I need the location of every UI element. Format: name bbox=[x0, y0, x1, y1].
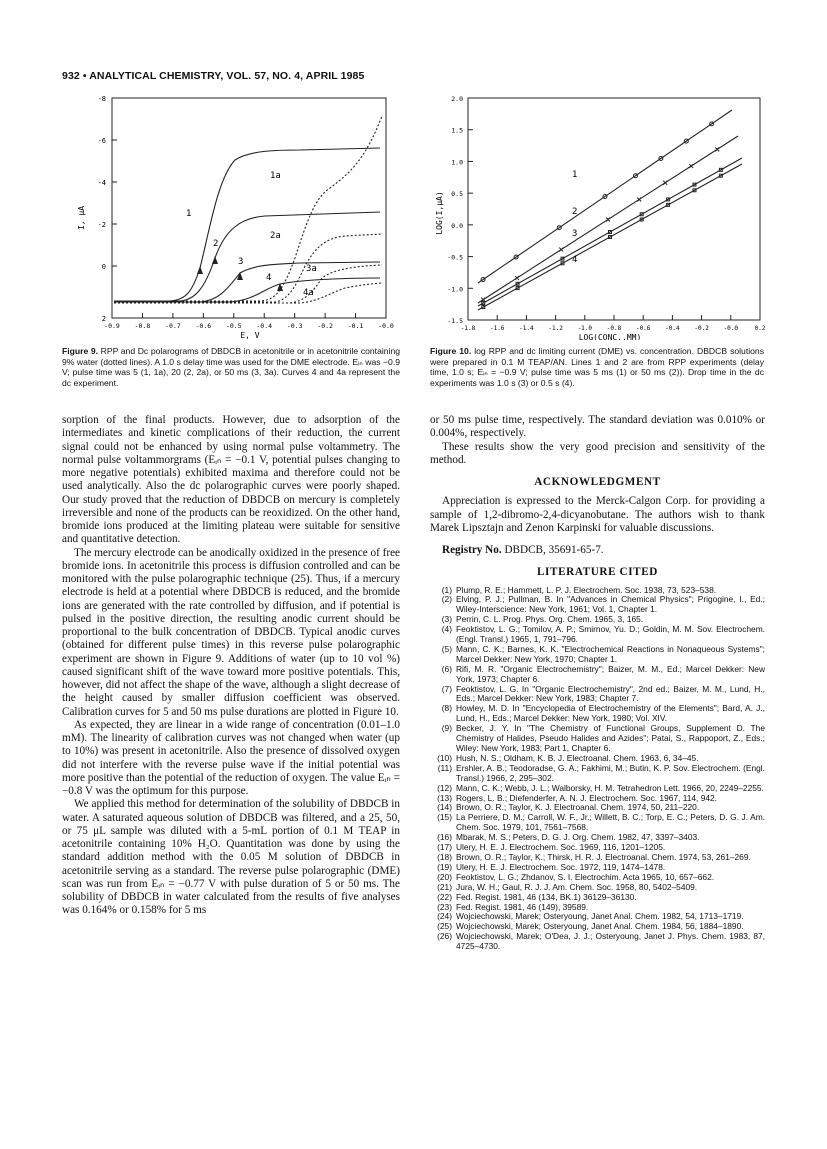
fig10-ylabel: LOG(I,μA) bbox=[435, 191, 444, 235]
x-tick-label: -1.8 bbox=[460, 325, 476, 332]
y-tick-label: 2.0 bbox=[451, 95, 463, 103]
paragraph: We applied this method for determination of the solubility of DBDCB in water. A saturated aqueous solution of DBDCB was filtered, and a 25, 50, or 75 μL sample was diluted with a 5-mL portion of 0.1 M TEAP in acetonitrile containing 10% H₂O. Quantitation was done by using the standard addition method with the 0.05 M solution of DBDCB in acetonitrile serving as a standard. The reverse pulse polarographic (DME) scan was run from Eᵢₙ = −0.77 V with pulse duration of 5 or 50 ms. The solubility of DBDCB in water calculated from the results of five analyses was 0.164% or 0.158% for 5 ms bbox=[62, 798, 400, 917]
label-2: 2 bbox=[572, 207, 578, 217]
x-tick-label: -0.2 bbox=[694, 325, 709, 332]
caption-lead: Figure 9. bbox=[62, 346, 99, 356]
reference-text: Mbarak, M. S.; Peters, D. G. J. Org. Chem. 1982, 47, 3397–3403. bbox=[456, 832, 700, 843]
running-header: 932 • ANALYTICAL CHEMISTRY, VOL. 57, NO. 4, APRIL 1985 bbox=[62, 70, 365, 82]
x-tick-label: -0.4 bbox=[256, 322, 273, 330]
label-4: 4 bbox=[572, 255, 578, 265]
line-3 bbox=[478, 158, 742, 306]
x-tick-label: -0.6 bbox=[195, 322, 212, 330]
reference-number: (23) bbox=[437, 901, 452, 912]
label-3a: 3a bbox=[306, 264, 317, 274]
reference-item bbox=[430, 665, 765, 685]
reference-number: (10) bbox=[437, 752, 452, 763]
data-point bbox=[689, 164, 693, 168]
reference-number: (3) bbox=[441, 614, 452, 625]
fig9-xlabel: E, V bbox=[240, 331, 260, 340]
reference-number: (18) bbox=[437, 851, 452, 862]
data-point bbox=[715, 147, 719, 151]
reference-number: (5) bbox=[441, 643, 452, 654]
label-3: 3 bbox=[572, 229, 578, 239]
reference-text: Wojciechowski, Marek; O'Dea, J. J.; Osteryoung, Janet J. Phys. Chem. 1983, 87, 4725–4730. bbox=[456, 931, 765, 952]
reference-number: (21) bbox=[437, 881, 452, 892]
x-tick-label: -0.9 bbox=[104, 322, 120, 330]
fig9-ylabel: I, μA bbox=[77, 205, 86, 231]
reference-list bbox=[430, 586, 765, 953]
reference-number: (1) bbox=[441, 584, 452, 595]
registry-line bbox=[430, 544, 765, 557]
reference-item bbox=[430, 813, 765, 833]
reference-item bbox=[430, 932, 765, 952]
x-tick-label: -0.0 bbox=[378, 322, 394, 330]
fig9-curve-labels bbox=[186, 171, 317, 298]
x-tick-label: -1.6 bbox=[489, 325, 505, 332]
figure-10-plot bbox=[420, 88, 765, 340]
data-point bbox=[637, 197, 641, 201]
arrow-marker bbox=[197, 266, 203, 274]
caption-text: RPP and Dc polarograms of DBDCB in acetonitrile or in acetonitrile containing 9% water (dotted lines). A 1.0 s delay time was used for the DME electrode. Eᵢₙ was −0.9 V; pulse time was 5 (1, 1a), 20 (2, 2a), or 50 ms (3, 3a). Curves 4 and 4a represent the dc experiment. bbox=[62, 346, 400, 388]
label-2a: 2a bbox=[270, 231, 281, 241]
y-tick-label: -1.0 bbox=[447, 285, 463, 294]
caption-lead: Figure 10. bbox=[430, 346, 472, 356]
curve-3a bbox=[114, 265, 382, 303]
y-tick-label: 0.0 bbox=[451, 221, 463, 230]
reference-number: (17) bbox=[437, 842, 452, 853]
reference-number: (9) bbox=[441, 723, 452, 734]
reference-text: Becker, J. Y. In "The Chemistry of Functional Groups, Supplement D. The Chemistry of Halides, Pseudo Halides and Azides"; Patai, S., Rappoport, Z., Eds.; Wiley: New York, 1983; Part 1, Chapter 6. bbox=[456, 723, 765, 753]
label-1: 1 bbox=[186, 209, 192, 219]
x-tick-label: 0.2 bbox=[754, 325, 765, 332]
curve-4a bbox=[114, 283, 382, 303]
x-tick-label: -1.4 bbox=[519, 325, 534, 332]
fig10-points bbox=[481, 122, 722, 309]
figure-10-caption bbox=[430, 346, 764, 388]
x-tick-label: -0.8 bbox=[606, 325, 622, 332]
reference-text: Wojciechowski, Marek; Osteryoung, Janet Anal. Chem. 1982, 54, 1713–1719. bbox=[456, 911, 744, 922]
reference-text: Feoktistov, L. G.; Tomilov, A. P.; Smirnov, Yu. D.; Goldin, M. M. Sov. Electrochem. (Engl. Transl.) 1965, 1, 791–796. bbox=[456, 624, 765, 645]
reference-text: Wojciechowski, Marek; Osteryoung, Janet Anal. Chem. 1984, 56, 1884–1890. bbox=[456, 921, 744, 932]
literature-heading: LITERATURE CITED bbox=[537, 566, 658, 579]
registry-text: DBDCB, 35691-65-7. bbox=[504, 544, 604, 556]
reference-text: Ulery, H. E. J. Electrochem. Soc. 1969, 116, 1201–1205. bbox=[456, 842, 666, 853]
y-tick-label: 0 bbox=[101, 263, 106, 271]
fig9-frame bbox=[112, 98, 386, 318]
acknowledgment-heading: ACKNOWLEDGMENT bbox=[534, 476, 661, 488]
acknowledgment-text: Appreciation is expressed to the Merck-Calgon Corp. for providing a sample of 1,2-dibromo-2,4-dicyanobutane. The authors wish to thank Marek Lipsztajn and Zenon Karpinski for valuable discussions. bbox=[430, 495, 765, 534]
reference-number: (13) bbox=[437, 792, 452, 803]
reference-number: (16) bbox=[437, 832, 452, 843]
reference-text: Ulery, H. E. J. Electrochem. Soc. 1972, 119, 1474–1478. bbox=[456, 861, 666, 872]
y-tick-label: -8 bbox=[97, 95, 106, 103]
reference-number: (7) bbox=[441, 683, 452, 694]
registry-label: Registry No. bbox=[442, 544, 502, 556]
data-point bbox=[606, 218, 610, 222]
paragraph: or 50 ms pulse time, respectively. The standard deviation was 0.010% or 0.004%, respectively. bbox=[430, 414, 765, 440]
paragraph: The mercury electrode can be anodically oxidized in the presence of free bromide ions. In acetonitrile this process is diffusion controlled and can be monitored with the pulse polarographic technique (25). Thus, if a mercury electrode is held at a potential where DBDCB is reduced, and the bromide ions are generated with the rate controlled by diffusion, and if potential is pulsed in the positive direction, the resulting anodic current should be proportional to the bulk concentration of DBDCB. Typical anodic curves (obtained for different pulse times) in this reverse pulse polarographic experiment are shown in Figure 9. Additions of water (up to 10 vol %) caused significant shift of the wave toward more positive potentials. This, however, did not affect the shape of the wave, although a slight decrease of the height caused by smaller diffusion coefficient was observed. Calibration curves for 5 and 50 ms pulse durations are plotted in Figure 10. bbox=[62, 546, 400, 718]
figure-9-caption bbox=[62, 346, 400, 388]
reference-number: (19) bbox=[437, 861, 452, 872]
right-column bbox=[430, 414, 765, 952]
x-tick-label: -0.5 bbox=[225, 322, 242, 330]
x-tick-label: -0.8 bbox=[134, 322, 151, 330]
reference-text: Jura, W. H.; Gaul, R. J. J. Am. Chem. Soc. 1958, 80, 5402–5409. bbox=[456, 881, 698, 892]
left-column bbox=[62, 414, 400, 918]
y-tick-label: -6 bbox=[97, 137, 106, 145]
reference-number: (8) bbox=[441, 703, 452, 714]
label-1: 1 bbox=[572, 170, 578, 180]
x-tick-label: -0.4 bbox=[665, 325, 680, 332]
reference-item bbox=[430, 764, 765, 784]
fig10-x-ticks bbox=[461, 315, 765, 332]
reference-item bbox=[430, 704, 765, 724]
x-tick-label: -0.1 bbox=[347, 322, 364, 330]
reference-number: (6) bbox=[441, 663, 452, 674]
curve-2 bbox=[114, 212, 380, 301]
x-tick-label: -0.2 bbox=[317, 322, 333, 330]
reference-number: (4) bbox=[441, 624, 452, 635]
reference-item bbox=[430, 893, 765, 903]
label-2: 2 bbox=[213, 239, 219, 249]
reference-item bbox=[430, 724, 765, 754]
reference-item bbox=[430, 685, 765, 705]
y-tick-label: -4 bbox=[97, 179, 106, 187]
fig9-x-ticks bbox=[101, 313, 394, 330]
data-point bbox=[663, 181, 667, 185]
y-tick-label: 1.5 bbox=[451, 126, 463, 135]
reference-text: Plump, R. E.; Hammett, L. P. J. Electrochem. Soc. 1938, 73, 523–538. bbox=[456, 584, 717, 595]
curve-3 bbox=[114, 262, 380, 302]
fig9-y-ticks bbox=[98, 95, 117, 323]
reference-number: (12) bbox=[437, 782, 452, 793]
reference-text: Hush, N. S.; Oldham, K. B. J. Electroanal. Chem. 1963, 6, 34–45. bbox=[456, 752, 699, 763]
y-tick-label: 2 bbox=[101, 315, 106, 323]
reference-number: (22) bbox=[437, 891, 452, 902]
fig10-lines bbox=[478, 110, 742, 310]
caption-text: log RPP and dc limiting current (DME) vs. concentration. DBDCB solutions were prepared in 0.1 M TEAP/AN. Lines 1 and 2 are from RPP experiments (delay time, 1.0 s; Eᵢₙ = −0.9 V; pulse time was 5 ms (1) or 50 ms (2)). Drop time in the dc experiments was 1.0 s (3) or 0.5 s (4). bbox=[430, 346, 764, 388]
reference-number: (11) bbox=[437, 762, 452, 773]
data-point bbox=[515, 276, 519, 280]
reference-text: Feoktistov, L. G.; Zhdanov, S. I. Electrochim. Acta 1965, 10, 657–662. bbox=[456, 871, 715, 882]
x-tick-label: -0.0 bbox=[723, 325, 739, 332]
fig9-curves bbox=[114, 116, 382, 303]
x-tick-label: -1.0 bbox=[577, 325, 593, 332]
reference-item bbox=[430, 645, 765, 665]
curve-1a bbox=[114, 116, 382, 301]
reference-text: Feoktistov, L. G. In "Organic Electrochemistry", 2nd ed.; Baizer, M. M., Lund, H., Eds.; Marcel Dekker: New York, 1983; Chapter 7. bbox=[456, 683, 765, 704]
reference-text: Fed. Regist. 1981, 46 (149), 39589. bbox=[456, 901, 589, 912]
x-tick-label: -0.3 bbox=[286, 322, 303, 330]
reference-text: Mann, C. K.; Barnes, K. K. "Electrochemical Reactions in Nonaqueous Systems"; Marcel Dekker: New York, 1970; Chapter 1. bbox=[456, 643, 765, 664]
reference-text: Rogers, L. B.; Diefenderfer, A. N. J. Electrochem. Soc. 1967, 114, 942. bbox=[456, 792, 718, 803]
reference-text: Elving, P. J.; Pullman, B. In "Advances in Chemical Physics"; Prigogine, I., Ed.; Wiley-Interscience: New York, 1961; Vol. 1, Chapter 1. bbox=[456, 594, 765, 615]
label-4a: 4a bbox=[303, 288, 314, 298]
reference-item bbox=[430, 625, 765, 645]
reference-text: Brown, O. R.; Taylor, K.; Thirsk, H. R. J. Electroanal. Chem. 1974, 53, 261–269. bbox=[456, 851, 751, 862]
reference-text: Rifi, M. R. "Organic Electrochemistry"; Baizer, M. M., Ed.; Marcel Dekker: New York, 1973; Chapter 6. bbox=[456, 663, 765, 684]
reference-text: Howley, M. D. In "Encyclopedia of Electrochemistry of the Elements"; Bard, A. J., Lund, H., Eds.; Marcel Dekker: New York, 1980; Vol. XIV. bbox=[456, 703, 765, 724]
label-1a: 1a bbox=[270, 171, 281, 181]
fig10-xlabel: LOG(CONC.,MM) bbox=[578, 333, 642, 340]
y-tick-label: 0.5 bbox=[451, 190, 463, 199]
label-3: 3 bbox=[238, 257, 244, 267]
reference-number: (25) bbox=[437, 921, 452, 932]
paragraph: These results show the very good precision and sensitivity of the method. bbox=[430, 440, 765, 466]
x-tick-label: -0.6 bbox=[635, 325, 651, 332]
line-1 bbox=[478, 110, 732, 283]
reference-text: Mann, C. K.; Webb, J. L.; Walborsky, H. M. Tetrahedron Lett. 1966, 20, 2249–2255. bbox=[456, 782, 764, 793]
curve-2a bbox=[114, 234, 382, 302]
paragraph: As expected, they are linear in a wide range of concentration (0.01–1.0 mM). The linearity of calibration curves was not changed when water (up to 10%) was present in acetonitrile. Also the presence of dissolved oxygen did not interfere with the reverse pulse wave if the initial potential was more positive than the potential of the reduction of oxygen. The value Eᵢₙ = −0.8 V was the optimum for this purpose. bbox=[62, 718, 400, 797]
reference-number: (26) bbox=[437, 931, 452, 942]
reference-item bbox=[430, 595, 765, 615]
fig10-y-ticks bbox=[447, 95, 473, 325]
reference-text: Brown, O. R.; Taylor, K. J. Electroanal. Chem. 1974, 50, 211–220. bbox=[456, 802, 700, 813]
line-4 bbox=[478, 164, 742, 310]
x-tick-label: -1.2 bbox=[548, 325, 563, 332]
reference-text: Perrin, C. L. Prog. Phys. Org. Chem. 1965, 3, 165. bbox=[456, 614, 644, 625]
y-tick-label: -0.5 bbox=[447, 253, 463, 262]
figure-9-plot bbox=[60, 88, 400, 340]
reference-text: Ershler, A. B.; Teodoradse, G. A.; Fakhimi, M.; Butin, K. P. Sov. Electrochem. (Engl. Transl.) 1966, 2, 295–302. bbox=[456, 762, 765, 783]
data-point bbox=[559, 248, 563, 252]
y-tick-label: -2 bbox=[97, 221, 106, 229]
reference-text: La Perriere, D. M.; Carroll, W. F., Jr.; Willett, B. C.; Torp, E. C.; Peters, D. G. J. Am. Chem. Soc. 1979, 101, 7561–7568. bbox=[456, 812, 765, 833]
y-tick-label: 1.0 bbox=[451, 158, 463, 167]
reference-number: (20) bbox=[437, 871, 452, 882]
label-4: 4 bbox=[266, 273, 272, 283]
reference-number: (14) bbox=[437, 802, 452, 813]
paragraph: sorption of the final products. However, due to adsorption of the intermediates and kinetic complications of their reduction, the current signal could not be enhanced by using normal pulse voltammetry. The normal pulse voltammorgrams (Eᵢₙ = −0.1 V, potential pulses changing to more negative potentials) exhibited maxima and therefore could not be used analytically. Also the dc polarographic curves were poorly shaped. Our study proved that the reduction of DBDCB on mercury is completely irreversible and none of the products can be reoxidized. On the other hand, bromide ions produced at the limiting plateau were suitable for sensitive and quantitative detection. bbox=[62, 414, 400, 546]
reference-text: Fed. Regist. 1981, 46 (134, BK.1) 36129–36130. bbox=[456, 891, 637, 902]
y-tick-label: -1.5 bbox=[447, 317, 463, 325]
arrow-marker bbox=[212, 256, 218, 264]
reference-number: (15) bbox=[437, 812, 452, 823]
reference-number: (2) bbox=[441, 594, 452, 605]
x-tick-label: -0.7 bbox=[165, 322, 181, 330]
reference-number: (24) bbox=[437, 911, 452, 922]
